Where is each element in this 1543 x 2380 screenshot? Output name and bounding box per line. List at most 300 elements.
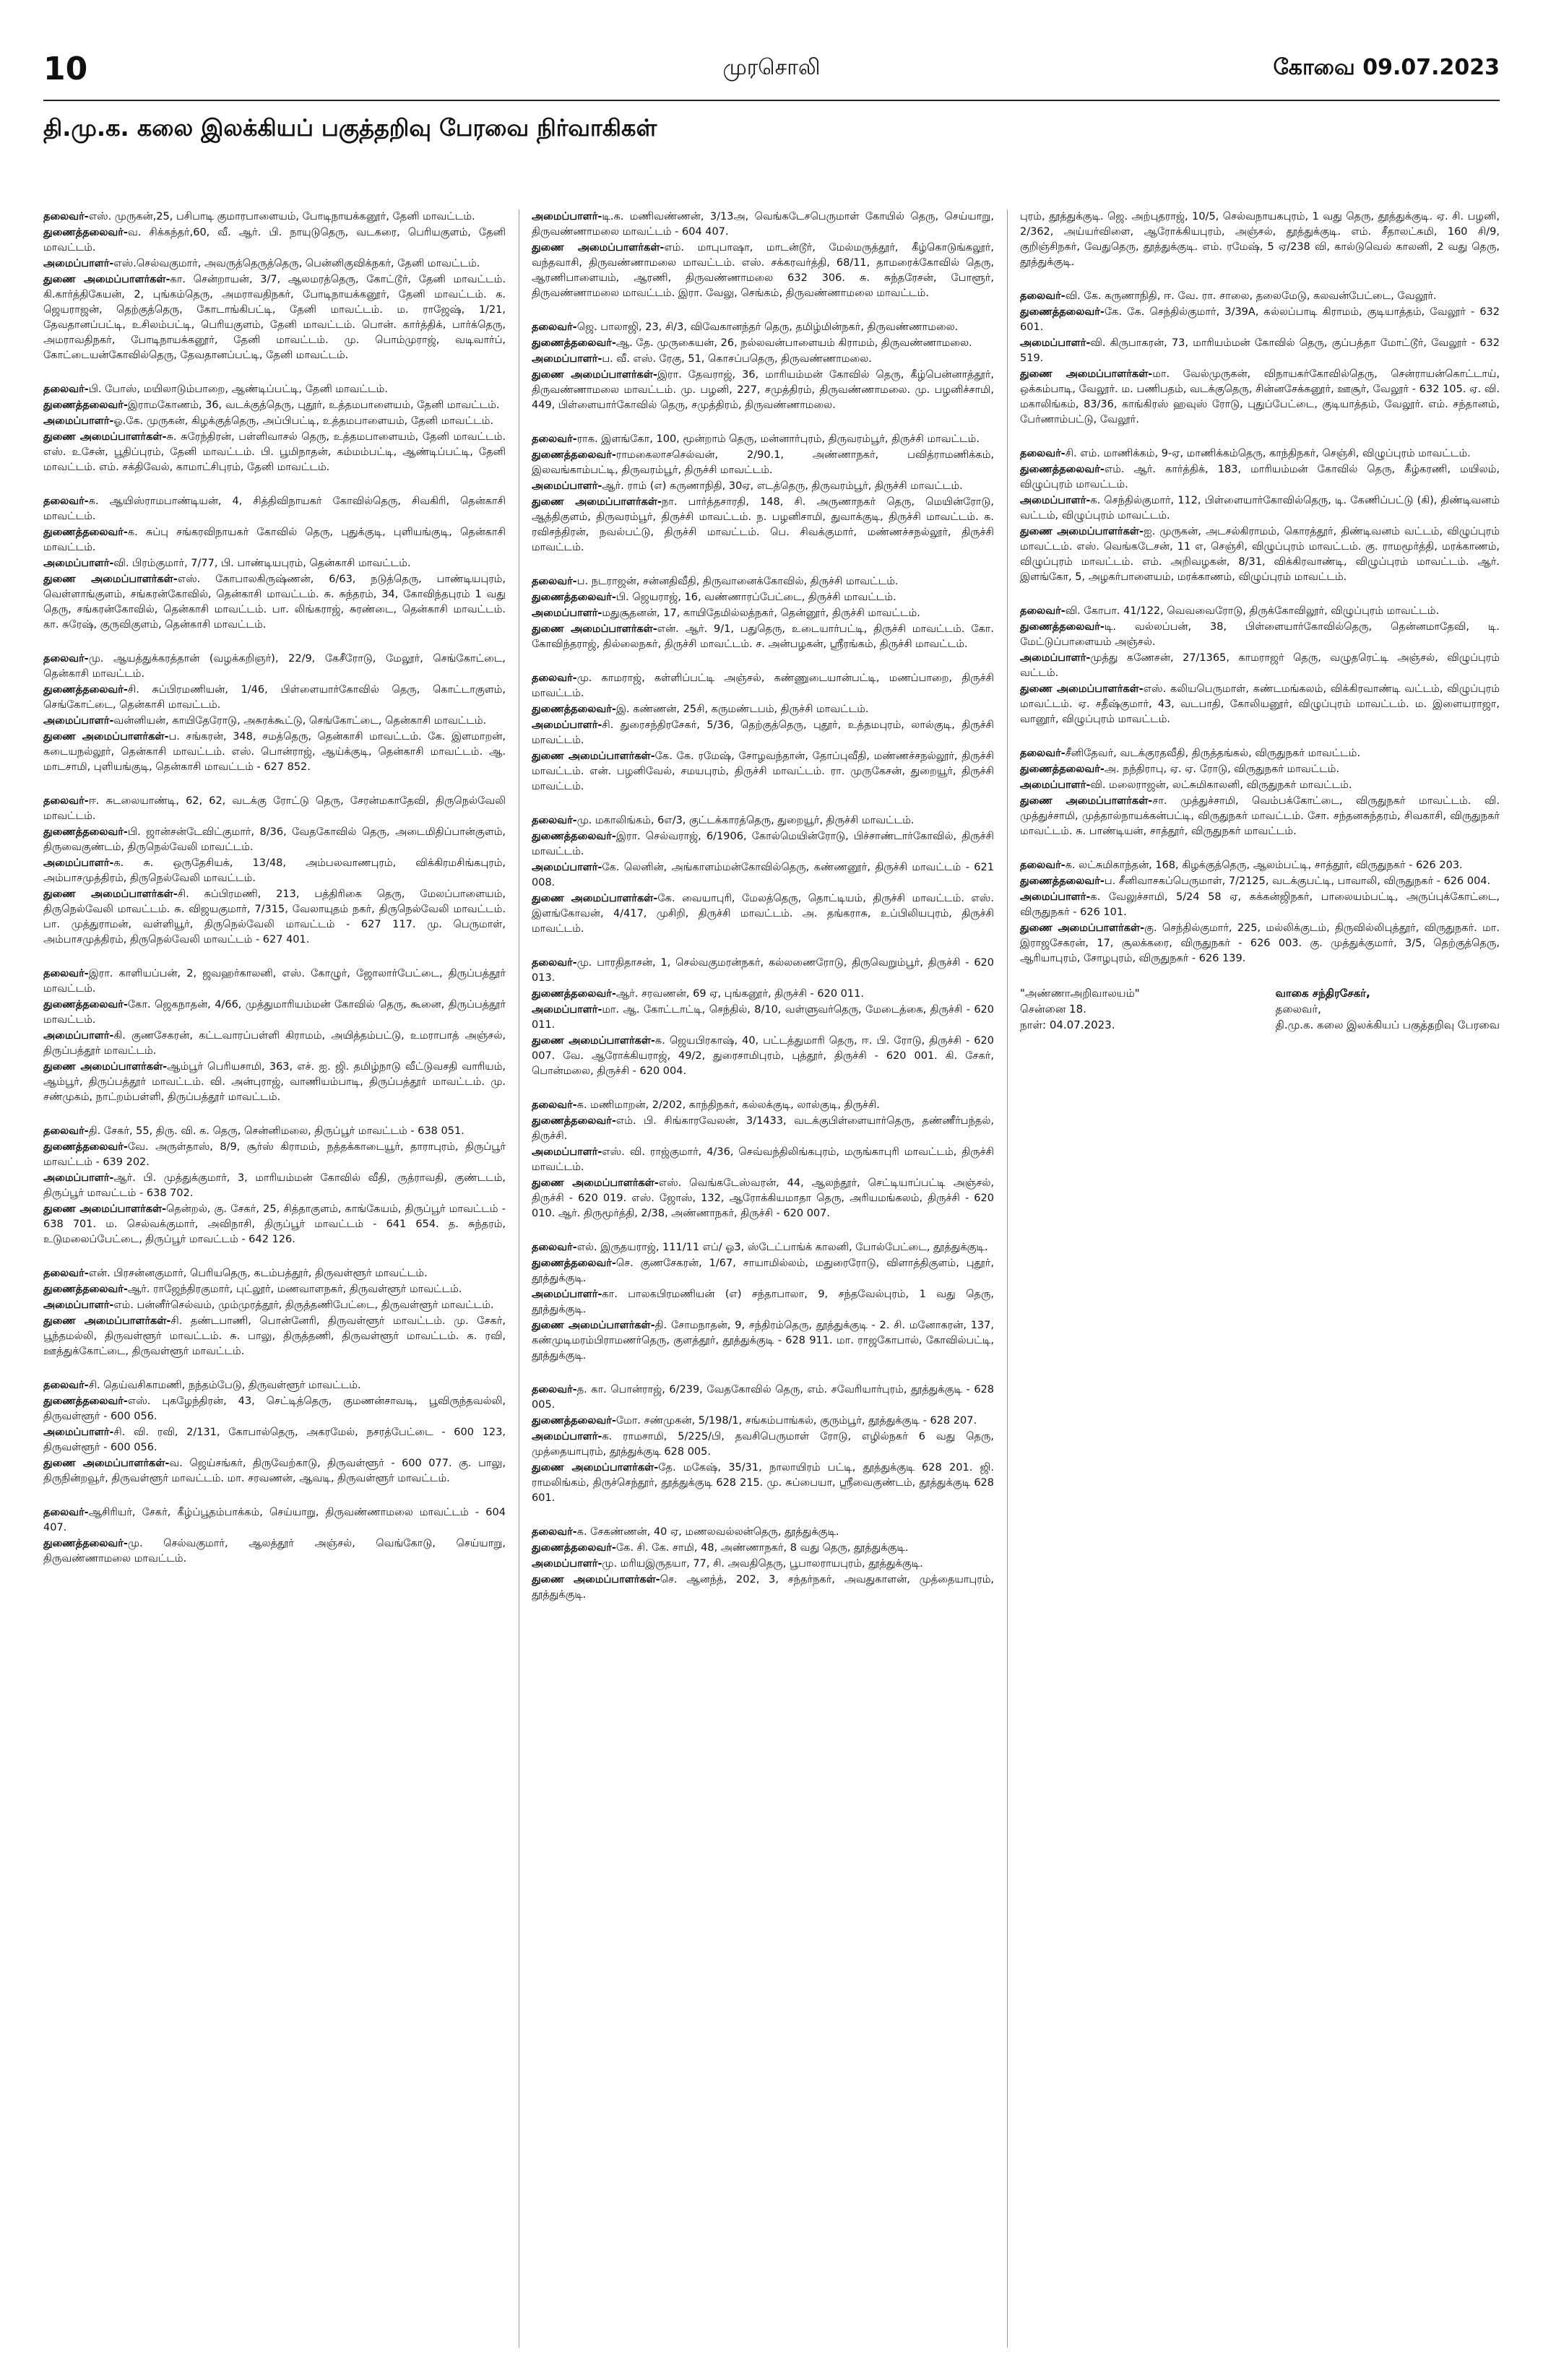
- column-2: [532, 209, 994, 2347]
- role-label: துணை அமைப்பாளர்கள்-: [43, 274, 170, 285]
- office-bearer-entry: [532, 1287, 994, 1317]
- office-bearer-block: [532, 1240, 994, 1364]
- role-label: அமைப்பாளர்-: [532, 353, 602, 365]
- entry-text: ராமகைலாசசெல்வன், 2/90.1, அண்ணாநகர், பவித்ராமணிக்கம், இலவங்காம்பட்டி, திருவரம்பூர், திருச்சி மாவட்டம்.: [532, 449, 994, 476]
- office-bearer-entry: [532, 336, 994, 351]
- office-bearer-block: [532, 1525, 994, 1603]
- entry-text: ஆர். ராஜேந்திரகுமார், புட்லூர், மணவாளநகர், திருவள்ளூர் மாவட்டம்.: [127, 1284, 462, 1295]
- role-label: அமைப்பாளர்-: [532, 1289, 602, 1300]
- office-bearer-entry: [1020, 524, 1500, 585]
- entry-text: வே. அருள்தாஸ், 8/9, சூர்ஸ் கிராமம், நத்தக்காடையூர், தாராபுரம், திருப்பூர் மாவட்டம் - 639 202.: [43, 1141, 506, 1168]
- entry-text: எஸ். வி. ராஜ்குமார், 4/36, செவ்வந்திலிங்கபுரம், மருங்காபுரி மாவட்டம், திருச்சி மாவட்டம்.: [532, 1146, 994, 1173]
- role-label: தலைவர்-: [532, 957, 577, 969]
- office-bearer-block: [43, 1124, 506, 1247]
- signature-left: [1020, 985, 1140, 1033]
- entry-text: ஐ. முருகன், அடசல்கிராமம், கொரத்தூர், திண்டிவனம் வட்டம், விழுப்புரம் மாவட்டம். எஸ். வெங்கடேசன், 11 எ, செஞ்சி, விழுப்புரம் மாவட்டம். கு. ராமமூர்த்தி, மரக்காணம், விழுப்புரம் மாவட்டம். எம். அறிவழகன், 8/31, விக்கிரவாண்டி, விழுப்புரம் மாவட்டம். ஆர். இளங்கோ, 5, அழகர்பாளையம், மரக்காணம், விழுப்புரம் மாவட்டம்.: [1020, 526, 1500, 583]
- edition-date: கோவை 09.07.2023: [1273, 55, 1500, 80]
- role-label: தலைவர்-: [532, 433, 577, 445]
- role-label: துணைத்தலைவர்-: [43, 399, 128, 411]
- role-label: துணை அமைப்பாளர்கள்-: [532, 1320, 655, 1331]
- role-label: தலைவர்-: [532, 1099, 577, 1111]
- role-label: துணைத்தலைவர்-: [43, 826, 128, 838]
- role-label: தலைவர்-: [1020, 290, 1066, 302]
- entry-text: மு. காமராஜ், கள்ளிப்பட்டி அஞ்சல், கண்ணுடையான்பட்டி, மணப்பாறை, திருச்சி மாவட்டம்.: [532, 672, 994, 699]
- role-label: துணை அமைப்பாளர்கள்-: [1020, 526, 1144, 537]
- entry-text: மு. மரியஇருதயா, 77, சி. அவதிதெரு, பூபாலராயபுரம், தூத்துக்குடி.: [602, 1558, 923, 1570]
- office-bearer-entry: [532, 860, 994, 891]
- office-bearer-entry: [1020, 336, 1500, 366]
- entry-text: எஸ். வெங்கடேஸ்வரன், 44, ஆலந்தூர், செட்டியாப்பட்டி அஞ்சல், திருச்சி - 620 019. எஸ். ஜோஸ், 132, ஆரோக்கியமாதா தெரு, அரியமங்கலம், திருச்சி - 620 010. ஆர். திருமூர்த்தி, 2/38, அண்ணாநகர், திருச்சி - 620 007.: [532, 1177, 994, 1219]
- office-bearer-entry: [532, 1572, 994, 1603]
- role-label: அமைப்பாளர்-: [43, 1299, 114, 1311]
- role-label: தலைவர்-: [43, 1507, 89, 1518]
- office-bearer-entry: [1020, 305, 1500, 335]
- office-bearer-block: [1020, 209, 1500, 270]
- page-number: 10: [43, 51, 88, 87]
- signature-line: சென்னை 18.: [1020, 1003, 1086, 1016]
- entry-text: சா. முத்துச்சாமி, வெம்பக்கோட்டை, விருதுநகர் மாவட்டம். வி. முத்துச்சாமி, முத்தால்நாயக்கன்பட்டி, விருதுநகர் மாவட்டம். சோ. சந்தனசுந்தரம், சிவகாசி, விருதுநகர் மாவட்டம். சு. பாண்டியன், சாத்தூர், விருதுநகர் மாவட்டம்.: [1020, 795, 1500, 837]
- entry-text: அ. நந்திராபு, ஏ. ஏ. ரோடு, விருதுநகர் மாவட்டம்.: [1104, 763, 1340, 775]
- entry-text: க. வேலுச்சாமி, 5/24 58 ஏ, கக்கன்ஜிநகர், பாலையம்பட்டி, அருப்புக்கோட்டை, விருதுநகர் - 626 101.: [1020, 891, 1500, 918]
- entry-text: எல். இருதயராஜ், 111/11 எப்/ ஓ3, ஸ்டேட்பாங்க் காலனி, போல்பேட்டை, தூத்துக்குடி.: [576, 1242, 988, 1253]
- role-label: துணை அமைப்பாளர்கள்-: [532, 496, 662, 508]
- office-bearer-entry: [43, 887, 506, 948]
- office-bearer-entry: [43, 1266, 506, 1281]
- role-label: துணைத்தலைவர்-: [43, 527, 128, 538]
- entry-text: கே. லெனின், அங்காளம்மன்கோவில்தெரு, கண்ணனூர், திருச்சி மாவட்டம் - 621 008.: [532, 862, 994, 888]
- office-bearer-block: [532, 813, 994, 937]
- role-label: அமைப்பாளர்-: [1020, 652, 1091, 664]
- role-label: தலைவர்-: [43, 1268, 89, 1279]
- entry-text: வி. கே. கருணாநிதி, ஈ. வே. ரா. சாலை, தலைமேடு, கலவன்பேட்டை, வேலூர்.: [1065, 290, 1437, 302]
- office-bearer-entry: [43, 825, 506, 855]
- entry-text: ஆர். பி. முத்துக்குமார், 3, மாரியம்மன் கோவில் வீதி, ருத்ராவதி, குண்டடம், திருப்பூர் மாவட்டம் - 638 702.: [43, 1172, 506, 1199]
- role-label: துணை அமைப்பாளர்கள்-: [532, 1574, 660, 1585]
- entry-text: கே. கே. ரமேஷ், சோழவந்தான், தோப்புவீதி, மண்ணச்சநல்லூர், திருச்சி மாவட்டம். என். பழனிவேல், சமயபுரம், திருச்சி மாவட்டம். ரா. முருகேசன், துறையூர், திருச்சி மாவட்டம்.: [532, 750, 994, 792]
- role-label: துணைத்தலைவர்-: [1020, 464, 1105, 475]
- role-label: துணைத்தலைவர்-: [1020, 621, 1105, 633]
- role-label: துணை அமைப்பாளர்கள்-: [43, 1315, 171, 1327]
- office-bearer-entry: [1020, 682, 1500, 727]
- role-label: துணை அமைப்பாளர்கள்-: [43, 731, 169, 743]
- office-bearer-entry: [532, 479, 994, 494]
- role-label: துணை அமைப்பாளர்கள்-: [1020, 795, 1153, 807]
- office-bearer-entry: [1020, 921, 1500, 966]
- office-bearer-entry: [532, 749, 994, 795]
- entry-text: டி.க. மணிவண்ணன், 3/13அ, வெங்கடேசபெருமாள் கோயில் தெரு, செய்யாறு, திருவண்ணாமலை மாவட்டம் - 604 407.: [532, 211, 994, 238]
- office-bearer-entry: [43, 1394, 506, 1424]
- office-bearer-entry: [532, 813, 994, 828]
- role-label: தலைவர்-: [43, 1125, 89, 1137]
- office-bearer-entry: [1020, 778, 1500, 793]
- office-bearer-entry: [532, 606, 994, 621]
- entry-text: கு. செந்தில்குமார், 225, மல்லிக்குடம், திருவில்லிபுத்தூர், விருதுநகர். மா. இராஜசேகரன், 17, சூலக்கரை, விருதுநகர் - 626 003. கு. முத்துக்குமார், 3/5, தெற்குத்தெரு, ஆரியாபுரம், சோழபுரம், விருதுநகர் - 626 139.: [1020, 922, 1500, 964]
- entry-text: ஆம்பூர் பெரியசாமி, 363, எச். ஐ. ஜி. தமிழ்நாடு வீட்டுவசதி வாரியம், ஆம்பூர், திருப்பத்தூர் மாவட்டம். வி. அன்புராஜ், வாணியம்பாடி, திருப்பத்தூர் மாவட்டம். மு. சண்முகம், நாட்றம்பள்ளி, திருப்பத்தூர் மாவட்டம்.: [43, 1061, 506, 1103]
- role-label: அமைப்பாளர்-: [1020, 779, 1091, 791]
- entry-text: தி. சோமநாதன், 9, சந்திரம்தெரு, தூத்துக்குடி - 2. சி. மனோகரன், 137, கண்முடிமரம்பிராமணர்தெரு, குளத்தூர், தூத்துக்குடி - 628 911. மா. ராஜகோபால், கோவில்பட்டி, தூத்துக்குடி.: [532, 1320, 994, 1362]
- entry-text: மு. செல்வகுமார், ஆலத்தூர் அஞ்சல், வெங்கோடு, செய்யாறு, திருவண்ணாமலை மாவட்டம்.: [43, 1538, 506, 1565]
- role-label: அமைப்பாளர்-: [43, 1172, 114, 1184]
- entry-text: ஈ. சுடலையாண்டி, 62, 62, வடக்கு ரோட்டு தெரு, சேரன்மகாதேவி, திருநெல்வேலி மாவட்டம்.: [43, 795, 506, 822]
- office-bearer-entry: [532, 1176, 994, 1221]
- role-label: அமைப்பாளர்-: [43, 1427, 114, 1438]
- office-bearer-entry: [43, 794, 506, 824]
- entry-text: சி. வி. ரவி, 2/131, கோபால்தெரு, அகரமேல், நசரத்பேட்டை - 600 123, திருவள்ளூர் - 600 056.: [43, 1427, 506, 1453]
- office-bearer-entry: [43, 556, 506, 571]
- entry-text: க. ராமசாமி, 5/225/பி, தவசிபெருமாள் ரோடு, எழில்நகர் 6 வது தெரு, முத்தையாபுரம், தூத்துக்குடி 628 005.: [532, 1431, 994, 1458]
- office-bearer-entry: [532, 718, 994, 748]
- role-label: அமைப்பாளர்-: [1020, 337, 1091, 349]
- office-bearer-entry: [532, 1003, 994, 1033]
- entry-text: ஆ. தே. முருகையன், 26, நல்லவன்பாளையம் கிராமம், திருவண்ணாமலை.: [615, 337, 972, 349]
- office-bearer-block: [43, 1266, 506, 1359]
- office-bearer-entry: [1020, 762, 1500, 777]
- signature-line: நாள்: 04.07.2023.: [1020, 1018, 1115, 1031]
- entry-text: செ. குணசேகரன், 1/67, சாயாமில்லம், மதுரைரோடு, விளாத்திகுளம், புதூர், தூத்துக்குடி.: [532, 1258, 994, 1284]
- office-bearer-entry: [43, 998, 506, 1028]
- role-label: துணைத்தலைவர்-: [532, 1415, 616, 1427]
- office-bearer-entry: [1020, 874, 1500, 889]
- role-label: தலைவர்-: [1020, 748, 1066, 759]
- office-bearer-block: [43, 794, 506, 948]
- office-bearer-entry: [532, 590, 994, 605]
- office-bearer-entry: [43, 572, 506, 633]
- role-label: அமைப்பாளர்-: [43, 857, 114, 869]
- role-label: தலைவர்-: [532, 321, 577, 333]
- role-label: துணை அமைப்பாளர்கள்-: [532, 1035, 655, 1047]
- entry-text: செ. ஆனந்த், 202, 3, சந்தர்நகர், அவதுகாளன், முத்தையாபுரம், தூத்துக்குடி.: [532, 1574, 994, 1601]
- role-label: துணைத்தலைவர்-: [532, 988, 616, 1000]
- role-label: அமைப்பாளர்-: [1020, 495, 1091, 506]
- office-bearer-entry: [43, 1060, 506, 1105]
- entry-text: த. கா. பொன்ராஜ், 6/239, வேதகோவில் தெரு, எம். சவேரியார்புரம், தூத்துக்குடி - 628 005.: [532, 1384, 994, 1411]
- office-bearer-entry: [532, 956, 994, 986]
- office-bearer-entry: [532, 495, 994, 555]
- entry-text: எஸ். கோபாலகிருஷ்ணன், 6/63, நடுத்தெரு, பாண்டியபுரம், வெள்ளாங்குளம், சங்கரன்கோவில், தென்காசி மாவட்டம். சு. சுந்தரம், 34, கோவிந்தபுரம் 1 வது தெரு, சங்கரன்கோவில், தென்காசி மாவட்டம். பா. லிங்கராஜ், சுரண்டை, தென்காசி மாவட்டம். கா. சுரேஷ், குருவிகுளம், தென்காசி மாவட்டம்.: [43, 574, 506, 631]
- entry-text: க. லட்சுமிகாந்தன், 168, கிழக்குத்தெரு, ஆலம்பட்டி, சாத்தூர், விருதுநகர் - 626 203.: [1065, 860, 1463, 871]
- office-bearer-block: [43, 382, 506, 475]
- entry-text: மு. ஆயத்துக்கரத்தான் (வழக்கறிஞர்), 22/9, கேசீரோடு, மேலூர், செங்கோட்டை, தென்காசி மாவட்டம்.: [43, 653, 506, 680]
- office-bearer-entry: [43, 494, 506, 524]
- entry-text: பி. போஸ், மயிலாடும்பாறை, ஆண்டிப்பட்டி, தேனி மாவட்டம்.: [88, 384, 388, 395]
- role-label: துணை அமைப்பாளர்கள்-: [43, 1203, 167, 1215]
- entry-text: சி. சுப்பிரமணியன், 1/46, பிள்ளையார்கோவில் தெரு, கொட்டாகுளம், செங்கோட்டை, தென்காசி மாவட்டம்.: [43, 684, 506, 711]
- office-bearer-block: [532, 209, 994, 301]
- entry-text: கே. வையாபுரி, மேலத்தெரு, தொட்டியம், திருச்சி மாவட்டம். எஸ். இளங்கோவன், 4/417, முசிறி, திருச்சி மாவட்டம். அ. தங்கராசு, உப்பிலியபுரம், திருச்சி மாவட்டம்.: [532, 893, 994, 935]
- role-label: துணை அமைப்பாளர்கள்-: [532, 623, 657, 635]
- role-label: அமைப்பாளர்-: [532, 607, 602, 619]
- role-label: அமைப்பாளர்-: [43, 415, 114, 427]
- entry-text: ஆசிரியர், சேகர், கீழ்ப்பூதம்பாக்கம், செய்யாறு, திருவண்ணாமலை மாவட்டம் - 604 407.: [43, 1507, 506, 1533]
- entry-text: க. ஆயிஸ்ராமபாண்டியன், 4, சித்திவிநாயகர் கோவில்தெரு, சிவகிரி, தென்காசி மாவட்டம்.: [43, 496, 506, 522]
- office-bearer-entry: [532, 432, 994, 447]
- office-bearer-block: [1020, 446, 1500, 585]
- role-label: துணை அமைப்பாளர்கள்-: [1020, 368, 1153, 380]
- office-bearer-entry: [1020, 446, 1500, 462]
- entry-text: டி. வல்லப்பன், 38, பிள்ளையார்கோவில்தெரு, தென்னமாதேவி, டி. மேட்டுப்பாளையம் அஞ்சல்.: [1020, 621, 1500, 648]
- office-bearer-entry: [532, 1145, 994, 1175]
- office-bearer-entry: [532, 1256, 994, 1286]
- role-label: தலைவர்-: [532, 672, 577, 684]
- entry-text: ராக. இளங்கோ, 100, மூன்றாம் தெரு, மன்னார்புரம், திருவரம்பூர், திருச்சி மாவட்டம்.: [576, 433, 980, 445]
- entry-text: முத்து கணேசன், 27/1365, காமராஜர் தெரு, வழுதரெட்டி அஞ்சல், விழுப்புரம் வட்டம்.: [1020, 652, 1500, 679]
- office-bearer-entry: [43, 1282, 506, 1297]
- office-bearer-entry: [43, 272, 506, 363]
- column-1: [43, 209, 506, 2347]
- entry-text: இராமகோணம், 36, வடக்குத்தெரு, புதூர், உத்தமபாளையம், தேனி மாவட்டம்.: [127, 399, 500, 411]
- role-label: துணைத்தலைவர்-: [532, 1115, 616, 1127]
- column-3: [1020, 209, 1500, 2347]
- role-label: துணைத்தலைவர்-: [1020, 306, 1105, 318]
- role-label: தலைவர்-: [532, 1242, 577, 1253]
- entry-text: ஓ.கே. முருகன், கிழக்குத்தெரு, அப்பிபட்டி, உத்தமபாளையம், தேனி மாவட்டம்.: [113, 415, 494, 427]
- signature-line: தி.மு.க. கலை இலக்கியப் பகுத்தறிவு பேரவை: [1275, 1018, 1500, 1031]
- role-label: துணைத்தலைவர்-: [532, 449, 616, 461]
- entry-text: சி. எம். மாணிக்கம், 9-ஏ, மாணிக்கம்தெரு, காந்திநகர், செஞ்சி, விழுப்புரம் மாவட்டம்.: [1065, 448, 1471, 459]
- office-bearer-entry: [43, 652, 506, 682]
- role-label: தலைவர்-: [43, 795, 89, 807]
- office-bearer-entry: [532, 1382, 994, 1413]
- entry-text: என். ஆர். 9/1, பதுதெரு, உடையார்பட்டி, திருச்சி மாவட்டம். கோ. கோவிந்தராஜ், தில்லைநகர், திருச்சி மாவட்டம். ச. அன்பழகன், ஸ்ரீரங்கம், திருச்சி மாவட்டம்.: [532, 623, 994, 650]
- role-label: துணை அமைப்பாளர்கள்-: [43, 1458, 170, 1469]
- office-bearer-entry: [43, 1536, 506, 1567]
- entry-text: எம். ஆர். கார்த்திக், 183, மாரியம்மன் கோவில் தெரு, கீழ்கரணி, மயிலம், விழுப்புரம் மாவட்டம்.: [1020, 464, 1500, 490]
- entry-text: வி. பிரம்குமார், 7/77, பி. பாண்டியபுரம், தென்காசி மாவட்டம்.: [113, 558, 411, 569]
- office-bearer-block: [43, 494, 506, 633]
- role-label: அமைப்பாளர்-: [532, 1431, 602, 1442]
- office-bearer-entry: [532, 702, 994, 717]
- role-label: தலைவர்-: [43, 384, 89, 395]
- role-label: துணைத்தலைவர்-: [43, 1395, 128, 1407]
- entry-text: ஜெ. பாலாஜி, 23, சி/3, விவேகானந்தர் தெரு, தமிழ்மின்நகர், திருவண்ணாமலை.: [576, 321, 959, 333]
- entry-text: வி. கோபா. 41/122, வெவவைரோடு, திருக்கோவிலூர், விழுப்புரம் மாவட்டம்.: [1065, 605, 1440, 617]
- signature-right: [1276, 985, 1500, 1033]
- office-bearer-entry: [43, 1202, 506, 1247]
- office-bearer-entry: [532, 1114, 994, 1144]
- role-label: தலைவர்-: [532, 1526, 577, 1538]
- office-bearer-entry: [532, 574, 994, 589]
- office-bearer-block: [532, 320, 994, 413]
- role-label: அமைப்பாளர்-: [532, 1146, 602, 1158]
- role-label: தலைவர்-: [43, 496, 89, 507]
- entry-text: எஸ். கலியபெருமாள், கண்டமங்கலம், விக்கிரவாண்டி வட்டம், விழுப்புரம் மாவட்டம். ஏ. சதீஷ்குமார், 43, வடபாதி, கோலியனூர், விழுப்புரம் மாவட்டம். ம. இளையராஜா, வானூர், விழுப்புரம் மாவட்டம்.: [1020, 683, 1500, 725]
- entry-text: வ. சிக்கந்தர்,60, வீ. ஆர். பி. நாயுடுதெரு, வடகரை, பெரியகுளம், தேனி மாவட்டம்.: [43, 227, 506, 254]
- office-bearer-entry: [1020, 651, 1500, 681]
- office-bearer-entry: [532, 987, 994, 1002]
- role-label: அமைப்பாளர்-: [532, 211, 602, 222]
- office-bearer-entry: [43, 225, 506, 256]
- office-bearer-entry: [43, 382, 506, 397]
- entry-text: எஸ்.செல்வகுமார், அவருத்தெருத்தெரு, பென்னிகுவிக்நகர், தேனி மாவட்டம்.: [113, 258, 480, 269]
- role-label: அமைப்பாளர்-: [532, 1004, 602, 1016]
- role-label: தலைவர்-: [1020, 605, 1066, 617]
- office-bearer-entry: [532, 1240, 994, 1255]
- office-bearer-entry: [532, 1429, 994, 1460]
- entry-text: சி. தெய்வசிகாமணி, நந்தம்பேடு, திருவள்ளூர் மாவட்டம்.: [88, 1380, 361, 1391]
- office-bearer-entry: [43, 398, 506, 413]
- office-bearer-entry: [532, 241, 994, 301]
- role-label: துணை அமைப்பாளர்கள்-: [532, 1177, 659, 1189]
- entry-text: ஆர். சரவணன், 69 ஏ, புங்கனூர், திருச்சி - 620 011.: [615, 988, 864, 1000]
- office-bearer-entry: [43, 525, 506, 555]
- office-bearer-entry: [43, 1171, 506, 1201]
- role-label: துணைத்தலைவர்-: [532, 831, 616, 842]
- office-bearer-entry: [1020, 794, 1500, 839]
- page-headline: தி.மு.க. கலை இலக்கியப் பகுத்தறிவு பேரவை நிர்வாகிகள்: [43, 114, 657, 142]
- role-label: துணைத்தலைவர்-: [43, 684, 128, 696]
- office-bearer-entry: [1020, 289, 1500, 304]
- entry-text: மா. ஆ. கோட்டாட்டி, செந்தில், 8/10, வள்ளுவர்தெரு, மேடைத்கை, திருச்சி - 620 011.: [532, 1004, 994, 1031]
- role-label: அமைப்பாளர்-: [43, 715, 114, 727]
- role-label: அமைப்பாளர்-: [1020, 891, 1091, 903]
- entry-text: எம். மாபுபாஷா, மாடன்டூர், மேல்மருத்தூர், கீழ்கொடுங்கலூர், வந்தவாசி, திருவண்ணாமலை மாவட்டம். எஸ். சக்கரவர்த்தி, 68/11, தாமரைக்கோவில் தெரு, ஆரணிபாளையம், ஆரணி, திருவண்ணாமலை 632 306. சு. சுந்தரேசன், போளூர், திருவண்ணாமலை மாவட்டம். இரா. வேலு, செங்கம், திருவண்ணாமலை மாவட்டம்.: [532, 242, 994, 299]
- role-label: துணை அமைப்பாளர்கள்-: [43, 574, 178, 585]
- office-bearer-block: [532, 574, 994, 652]
- office-bearer-entry: [532, 1541, 994, 1556]
- office-bearer-block: [43, 652, 506, 775]
- entry-text: இரா. காளியப்பன், 2, ஜவஹர்காலனி, எஸ். கோழுர், ஜோலார்பேட்டை, திருப்பத்தூர் மாவட்டம்.: [43, 968, 506, 995]
- entry-text: மு. பாரதிதாசன், 1, செல்வகுமரன்நகர், கல்லணைரோடு, திருவெறும்பூர், திருச்சி - 620 013.: [532, 957, 994, 984]
- office-bearer-block: [43, 966, 506, 1105]
- entry-text: ப. சங்கரன், 348, சமத்தெரு, தென்காசி மாவட்டம். கே. இளமாறன், கடையநல்லூர், தென்காசி மாவட்டம். எஸ். பொன்ராஜ், ஆய்க்குடி, தென்காசி மாவட்டம். ஆ. மாடசாமி, புளியங்குடி, தென்காசி மாவட்டம் - 627 852.: [43, 731, 506, 773]
- role-label: துணைத்தலைவர்-: [43, 1538, 128, 1549]
- entry-text: நா. பார்த்தசாரதி, 148, சி. அருணாநகர் தெரு, மெயின்ரோடு, ஆத்திகுளம், திருவரம்பூர், திருச்சி மாவட்டம். ந. பழனிசாமி, துவாக்குடி, திருச்சி மாவட்டம். க. ரவிசந்திரன், நவல்பட்டு, திருச்சி மாவட்டம். பெ. சிவக்குமார், மண்ணச்சநல்லூர், திருச்சி மாவட்டம்.: [532, 496, 994, 553]
- office-bearer-entry: [532, 1461, 994, 1506]
- role-label: துணை அமைப்பாளர்கள்-: [532, 893, 658, 904]
- signature-block: [1020, 985, 1500, 1033]
- office-bearer-block: [532, 1098, 994, 1221]
- office-bearer-entry: [43, 856, 506, 886]
- entry-text: சி. துரைசந்திரசேகர், 5/36, தெற்குத்தெரு, புதூர், உத்தமபுரம், லால்குடி, திருச்சி மாவட்டம்.: [532, 719, 994, 746]
- entry-text: க. செந்தில்குமார், 112, பிள்ளையார்கோவில்தெரு, டி. கேணிப்பட்டு (கி), திண்டிவனம் வட்டம், விழுப்புரம் மாவட்டம்.: [1020, 495, 1500, 522]
- entry-text: தே. மகேஷ், 35/31, நாலாயிரம் பட்டி, தூத்துக்குடி 628 201. ஜி. ராமலிங்கம், திருச்செந்தூர், தூத்துக்குடி 628 215. மு. சுப்பையா, ஸ்ரீவைகுண்டம், தூத்துக்குடி 628 601.: [532, 1462, 994, 1504]
- entry-text: கா. பாலகபிரமணியன் (எ) சந்தாபாலா, 9, சந்தவேல்புரம், 1 வது தெரு, தூத்துக்குடி.: [532, 1289, 994, 1315]
- entry-text: ஆர். ராம் (எ) கருணாநிதி, 30ஏ, எடத்தெரு, திருவரம்பூர், திருச்சி மாவட்டம்.: [602, 480, 963, 492]
- office-bearer-entry: [532, 891, 994, 937]
- role-label: துணைத்தலைவர்-: [532, 1542, 616, 1554]
- entry-text: சீனிதேவர், வடக்குரதவீதி, திருத்தங்கல், விருதுநகர் மாவட்டம்.: [1065, 748, 1361, 759]
- office-bearer-entry: [532, 1098, 994, 1113]
- signature-line: "அண்ணாஅறிவாலயம்": [1020, 987, 1140, 1000]
- role-label: அமைப்பாளர்-: [43, 1030, 114, 1042]
- office-bearer-block: [532, 1382, 994, 1506]
- office-bearer-entry: [532, 1557, 994, 1572]
- office-bearer-block: [532, 432, 994, 555]
- role-label: துணை அமைப்பாளர்கள்-: [532, 750, 655, 762]
- role-label: துணைத்தலைவர்-: [532, 1258, 616, 1269]
- office-bearer-entry: [1020, 462, 1500, 493]
- office-bearer-block: [532, 956, 994, 1079]
- entry-text: க. மணிமாறன், 2/202, காந்திநகர், கல்லக்குடி, லால்குடி, திருச்சி.: [576, 1099, 880, 1111]
- role-label: துணைத்தலைவர்-: [1020, 763, 1105, 775]
- office-bearer-entry: [532, 448, 994, 478]
- role-label: தலைவர்-: [43, 968, 89, 979]
- office-bearer-entry: [43, 683, 506, 713]
- role-label: தலைவர்-: [1020, 860, 1066, 871]
- office-bearer-entry: [532, 622, 994, 652]
- entry-text: வன்னியன், காயிதேரோடு, அசுரக்கூட்டு, செங்கோட்டை, தென்காசி மாவட்டம்.: [113, 715, 487, 727]
- role-label: துணை அமைப்பாளர்கள்-: [532, 1462, 659, 1474]
- entry-text: புரம், தூத்துக்குடி. ஜெ. அற்புதராஜ், 10/5, செல்வநாயகபுரம், 1 வது தெரு, தூத்துக்குடி. ஏ. சி. பழனி, 2/362, அய்யர்விளை, ஆரோக்கியபுரம், அஞ்சல், தூத்துக்குடி. எம். சீதாலட்சுமி, 160 சி/9, குறிஞ்சிநகர், வேதுதெரு, தூத்துக்குடி. எம். ரமேஷ், 5 ஏ/238 வி, கால்டுவெல் காலனி, 2 வது தெரு, தூத்துக்குடி.: [1020, 211, 1500, 268]
- entry-text: ப. வீ. எஸ். ரேகு, 51, கொசப்பதெரு, திருவண்ணாமலை.: [602, 353, 872, 365]
- entry-text: க. சுப்பு சங்கரவிநாயகர் கோவில் தெரு, புதுக்குடி, புளியங்குடி, தென்காசி மாவட்டம்.: [43, 527, 506, 553]
- column-divider: [1007, 209, 1008, 2347]
- signature-line: வாகை சந்திரசேகர்,: [1275, 987, 1370, 1000]
- entry-text: வி. மலைராஜன், லட்சுமிகாலனி, விருதுநகர் மாவட்டம்.: [1090, 779, 1352, 791]
- role-label: துணை அமைப்பாளர்கள்-: [1020, 683, 1144, 695]
- office-bearer-entry: [532, 209, 994, 240]
- role-label: துணைத்தலைவர்-: [43, 999, 128, 1011]
- role-label: துணைத்தலைவர்-: [532, 592, 616, 603]
- header-rule: [43, 100, 1500, 101]
- role-label: தலைவர்-: [532, 815, 577, 826]
- office-bearer-entry: [532, 368, 994, 413]
- entry-text: என். பிரசன்னகுமார், பெரியதெரு, கடம்பத்தூர், திருவள்ளூர் மாவட்டம்.: [88, 1268, 428, 1279]
- office-bearer-entry: [1020, 209, 1500, 270]
- signature-line: தலைவர்,: [1275, 1003, 1321, 1016]
- entry-text: தென்றல், கு. சேகர், 25, சித்தாகுளம், காங்கேயம், திருப்பூர் மாவட்டம் - 638 701. ம. செல்வக்குமார், அவிநாசி, திருப்பூர் மாவட்டம் - 641 654. த. சுந்தரம், உடுமலைப்பேட்டை, திருப்பூர் மாவட்டம் - 642 126.: [43, 1203, 506, 1245]
- entry-text: இரா. செல்வராஜ், 6/1906, கோல்மெயின்ரோடு, பிச்சாண்டார்கோவில், திருச்சி மாவட்டம்.: [532, 831, 994, 857]
- entry-text: மதுசூதனன், 17, காயிதேமில்லத்நகர், தென்னூர், திருச்சி மாவட்டம்.: [602, 607, 920, 619]
- office-bearer-entry: [1020, 493, 1500, 524]
- role-label: அமைப்பாளர்-: [532, 719, 602, 731]
- role-label: தலைவர்-: [1020, 448, 1066, 459]
- office-bearer-entry: [43, 1425, 506, 1455]
- entry-text: வி. கிருபாகரன், 73, மாரியம்மன் கோவில் தெரு, குப்பத்தா மோட்டூர், வேலூர் - 632 519.: [1020, 337, 1500, 364]
- role-label: துணைத்தலைவர்-: [532, 704, 616, 715]
- office-bearer-entry: [43, 1124, 506, 1139]
- office-bearer-entry: [43, 1456, 506, 1487]
- office-bearer-block: [532, 671, 994, 795]
- role-label: துணை அமைப்பாளர்கள்-: [43, 431, 167, 443]
- office-bearer-block: [1020, 604, 1500, 727]
- entry-text: மோ. சண்முகன், 5/198/1, சங்கம்பாங்கல், குரும்பூர், தூத்துக்குடி - 628 207.: [615, 1415, 977, 1427]
- role-label: துணை அமைப்பாளர்கள்-: [532, 242, 665, 254]
- office-bearer-entry: [43, 1029, 506, 1059]
- office-bearer-block: [43, 1505, 506, 1567]
- office-bearer-entry: [43, 430, 506, 475]
- role-label: அமைப்பாளர்-: [43, 258, 114, 269]
- role-label: அமைப்பாளர்-: [43, 558, 114, 569]
- entry-text: பி. ஜெயராஜ், 16, வண்ணாரப்பேட்டை, திருச்சி மாவட்டம்.: [615, 592, 896, 603]
- office-bearer-entry: [43, 1298, 506, 1313]
- office-bearer-entry: [43, 714, 506, 729]
- role-label: துணை அமைப்பாளர்கள்-: [43, 888, 178, 900]
- entry-text: சு. சுரேந்திரன், பள்ளிவாசல் தெரு, உத்தமபாளையம், தேனி மாவட்டம். எஸ். உசேன், பூதிப்புரம், தேனி மாவட்டம். பி. பூமிநாதன், கம்மம்பட்டி, ஆண்டிப்பட்டி, தேனி மாவட்டம். எம். சக்திவேல், காமாட்சிபுரம், தேனி மாவட்டம்.: [43, 431, 506, 473]
- office-bearer-entry: [1020, 604, 1500, 619]
- office-bearer-entry: [532, 1318, 994, 1364]
- role-label: துணை அமைப்பாளர்கள்-: [1020, 922, 1145, 934]
- role-label: துணைத்தலைவர்-: [43, 1141, 128, 1153]
- entry-text: கி. குணசேகரன், கட்டவாரப்பள்ளி கிராமம், அயித்தம்பட்டு, உமராபாத் அஞ்சல், திருப்பத்தூர் மாவட்டம்.: [43, 1030, 506, 1057]
- office-bearer-entry: [43, 1314, 506, 1359]
- entry-text: மு. மகாலிங்கம், 6எ/3, குட்டக்காரத்தெரு, துறையூர், திருச்சி மாவட்டம்.: [576, 815, 915, 826]
- entry-text: ப. நடராஜன், சன்னதிவீதி, திருவானைக்கோவில், திருச்சி மாவட்டம்.: [576, 576, 899, 587]
- office-bearer-entry: [43, 966, 506, 997]
- office-bearer-entry: [43, 256, 506, 272]
- office-bearer-entry: [1020, 890, 1500, 920]
- office-bearer-entry: [43, 1378, 506, 1393]
- office-bearer-entry: [43, 730, 506, 775]
- entry-text: கோ. ஜெகநாதன், 4/66, முத்துமாரியம்மன் கோவில் தெரு, கூனை, திருப்பத்தூர் மாவட்டம்.: [43, 999, 506, 1026]
- entry-text: கே. சி. கே. சாமி, 48, அண்ணாநகர், 8 வது தெரு, தூத்துக்குடி.: [615, 1542, 909, 1554]
- office-bearer-block: [1020, 746, 1500, 839]
- article-columns: [43, 209, 1500, 2347]
- office-bearer-entry: [1020, 367, 1500, 428]
- entry-text: இரா. தேவராஜ், 36, மாரியம்மன் கோவில் தெரு, கீழ்பென்னாத்தூர், திருவண்ணாமலை மாவட்டம். மு. பழனி, 227, சமுத்திரம், திருவண்ணாமலை. மு. பழனிச்சாமி, 449, பிள்ளையார்கோவில் தெரு, சமுத்திரம், திருவண்ணாமலை.: [532, 369, 994, 411]
- entry-text: க. சு. ஒருதேசியக், 13/48, அம்பலவாணபுரம், விக்கிரமசிங்கபுரம், அம்பாசமுத்திரம், திருநெல்வேலி மாவட்டம்.: [43, 857, 506, 884]
- office-bearer-entry: [1020, 620, 1500, 650]
